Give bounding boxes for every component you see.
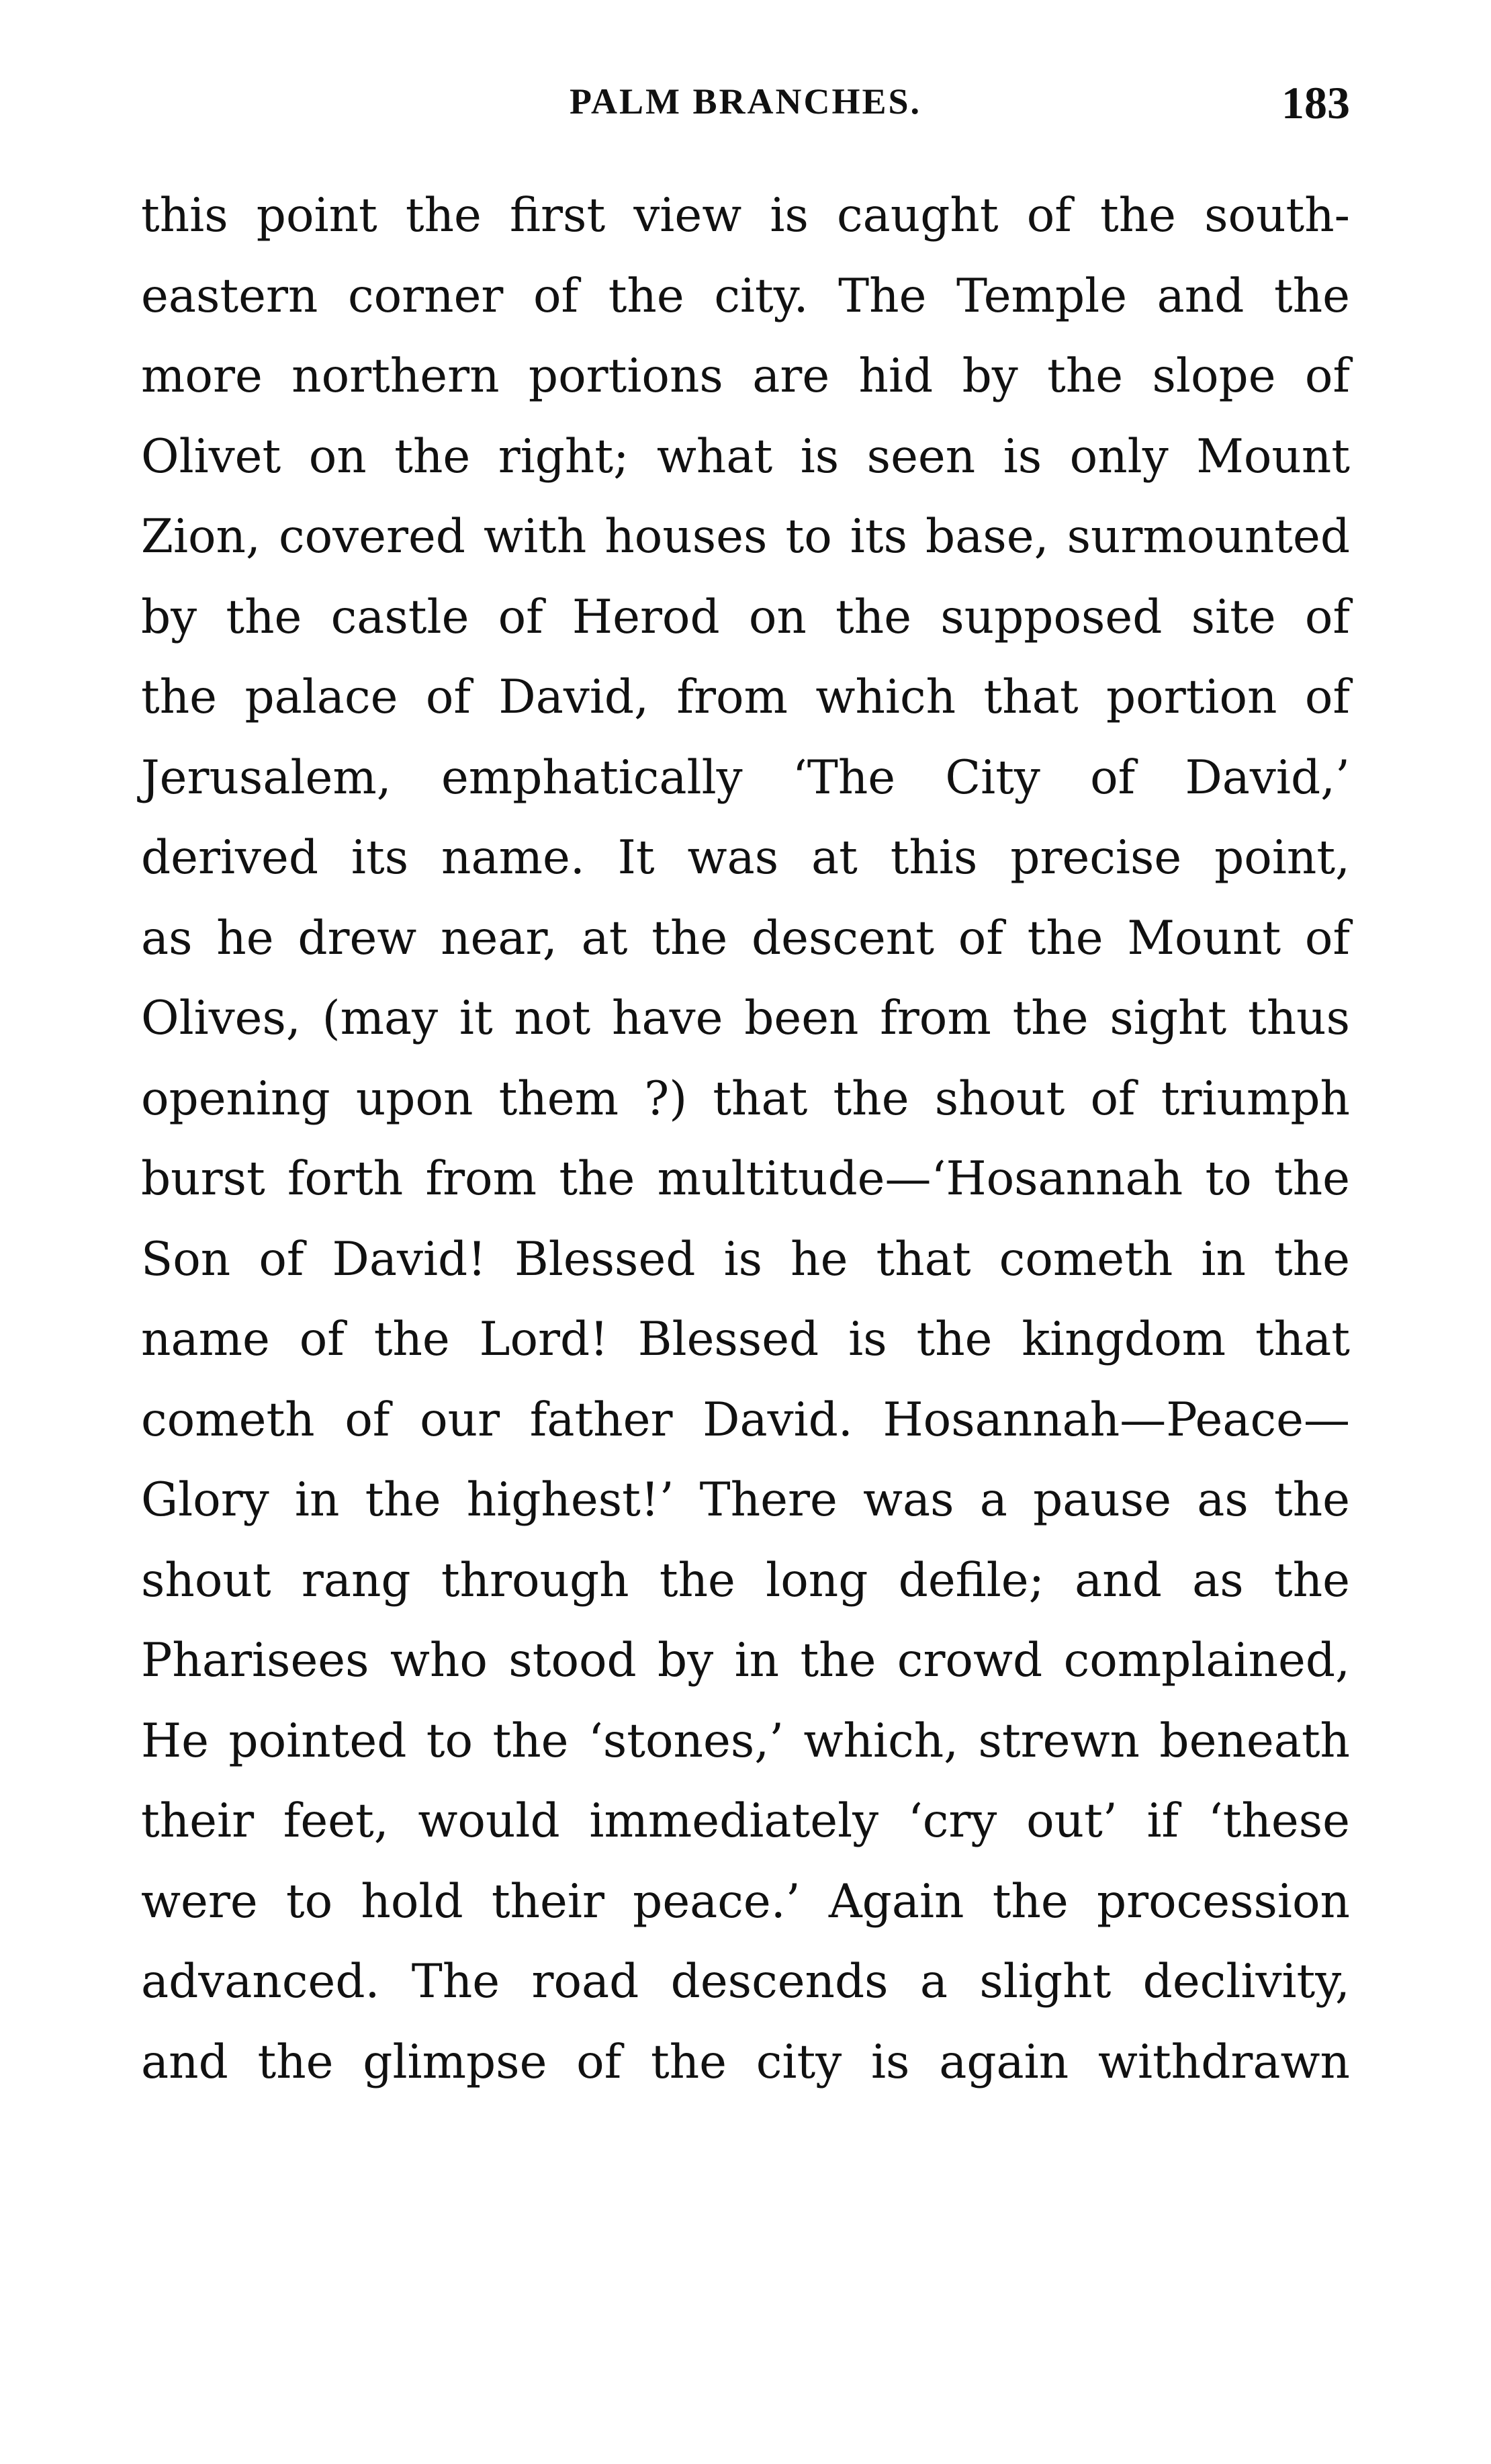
- text-line: their feet, would immediately ‘cry out’ if ‘these: [141, 1794, 1350, 1848]
- text-line: Olivet on the right; what is seen is only Mount: [141, 429, 1350, 484]
- text-line: this point the first view is caught of the south-: [141, 189, 1350, 243]
- text-line: burst forth from the multitude—‘Hosannah to the: [141, 1152, 1350, 1206]
- running-title: PALM BRANCHES.: [569, 81, 922, 122]
- text-line: He pointed to the ‘stones,’ which, strewn beneath: [141, 1714, 1350, 1768]
- text-line: shout rang through the long defile; and as the: [141, 1553, 1350, 1608]
- text-line: name of the Lord! Blessed is the kingdom that: [141, 1313, 1350, 1366]
- page-number: 183: [1281, 77, 1350, 128]
- running-head: [141, 77, 1350, 134]
- text-line: Olives, (may it not have been from the sight thus: [141, 992, 1350, 1045]
- text-line: eastern corner of the city. The Temple and the: [141, 269, 1350, 323]
- text-line: and the glimpse of the city is again withdrawn: [141, 2035, 1350, 2089]
- text-line: Zion, covered with houses to its base, surmounted: [141, 510, 1350, 564]
- text-line: as he drew near, at the descent of the Mount of: [141, 911, 1350, 965]
- text-line: by the castle of Herod on the supposed site of: [141, 590, 1350, 644]
- text-line: Pharisees who stood by in the crowd complained,: [141, 1634, 1350, 1687]
- text-line: cometh of our father David. Hosannah—Peace—: [141, 1393, 1350, 1447]
- text-line: opening upon them ?) that the shout of triumph: [141, 1071, 1350, 1126]
- text-line: were to hold their peace.’ Again the procession: [141, 1874, 1350, 1929]
- text-line: Jerusalem, emphatically ‘The City of David,’: [141, 750, 1350, 805]
- text-line: Glory in the highest!’ There was a pause as the: [141, 1473, 1350, 1527]
- text-line: advanced. The road descends a slight declivity,: [141, 1955, 1350, 2009]
- text-line: the palace of David, from which that portion of: [141, 670, 1350, 724]
- text-line: more northern portions are hid by the slope of: [141, 349, 1350, 403]
- body-text: [141, 185, 1350, 2112]
- text-line: derived its name. It was at this precise point,: [141, 831, 1350, 885]
- text-line: Son of David! Blessed is he that cometh in the: [141, 1232, 1350, 1286]
